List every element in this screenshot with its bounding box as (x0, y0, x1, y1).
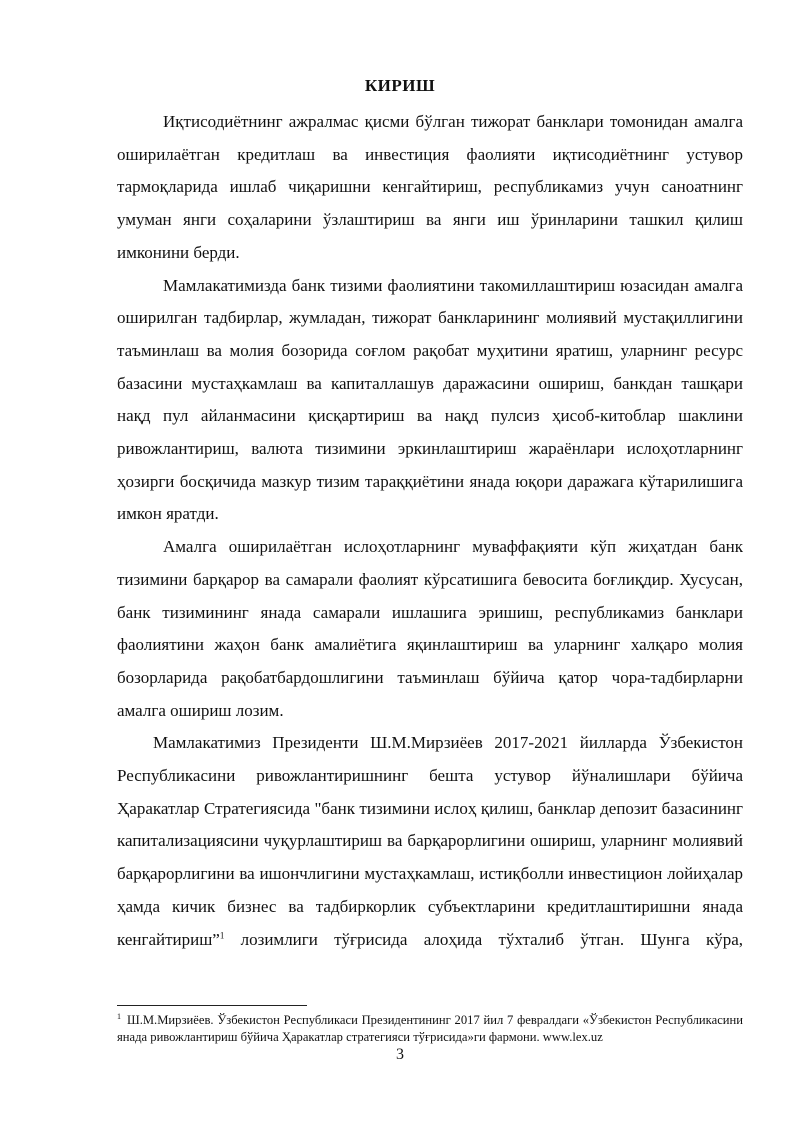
paragraph-4-text: Мамлакатимиз Президенти Ш.М.Мирзиёев 2017-2021 йилларда Ўзбекистон Республикасини ривожлантиришнинг бешта устувор йўналишлари бўйича Ҳаракатлар Стратегиясида "банк тизимини ислоҳ қилиш, банклар депозит базасининг капитализациясини чуқурлаштириш ва барқарорлигини ошириш, уларнинг молиявий барқарорлигини ва ишончлигини мустаҳкамлаш, истиқболли инвестицион лойиҳалар ҳамда кичик бизнес ва тадбиркорлик субъектларини кредитлаштиришни янада кенгайтириш” (117, 733, 743, 949)
paragraph-1: Иқтисодиётнинг ажралмас қисми бўлган тижорат банклари томонидан амалга оширилаётган кредитлаш ва инвестиция фаолияти иқтисодиётнинг устувор тармоқларида ишлаб чиқаришни кенгайтириш, республикамиз учун саноатнинг умуман янги соҳаларини ўзлаштириш ва янги иш ўринларини ташкил қилиш имконини берди. (117, 112, 743, 262)
page-title: КИРИШ (364, 76, 436, 95)
paragraph-2: Мамлакатимизда банк тизими фаолиятини такомиллаштириш юзасидан амалга оширилган тадбирлар, жумладан, тижорат банкларининг молиявий мустақиллигини таъминлаш ва молия бозорида соғлом рақобат муҳитини яратиш, уларнинг ресурс базасини мустаҳкамлаш ва капиталлашув даражасини ошириш, банкдан ташқари нақд пул айланмасини қисқартириш ва нақд пулсиз ҳисоб-китоблар шаклини ривожлантириш, валюта тизимини эркинлаштириш жараёнлари ислоҳотларнинг ҳозирги босқичида мазкур тизим тараққиётини янада юқори даражага кўтарилишига имкон яратди. (117, 275, 743, 524)
footnote-separator (117, 1005, 307, 1006)
page-number: 3 (396, 1046, 404, 1063)
footnote-reference[interactable]: 1 (219, 929, 225, 940)
paragraph-4-continuation: лозимлиги тўғрисида алоҳида тўхталиб ўтган. Шунга кўра, (224, 929, 743, 949)
footnote-text: Ш.М.Мирзиёев. Ўзбекистон Республикаси Президентининг 2017 йил 7 февралдаги «Ўзбекистон Республикасини янада ривожлантириш бўйича Ҳаракатлар стратегияси тўғрисида»ги фармони. www.lex.uz (117, 1013, 743, 1044)
footnote (117, 1012, 743, 1046)
footnote-number: 1 (117, 1011, 121, 1021)
body-text (117, 106, 743, 956)
paragraph-4 (117, 727, 743, 956)
paragraph-3: Амалга оширилаётган ислоҳотларнинг муваффақияти кўп жиҳатдан банк тизимини барқарор ва самарали фаолият кўрсатишига бевосита боғлиқдир. Хусусан, банк тизимининг янада самарали ишлашига эришиш, республикамиз банклари фаолиятини жаҳон банк амалиётига яқинлаштириш ва уларнинг халқаро молия бозорларида рақобатбардошлигини таъминлаш бўйича қатор чора-тадбирларни амалга ошириш лозим. (117, 537, 743, 720)
